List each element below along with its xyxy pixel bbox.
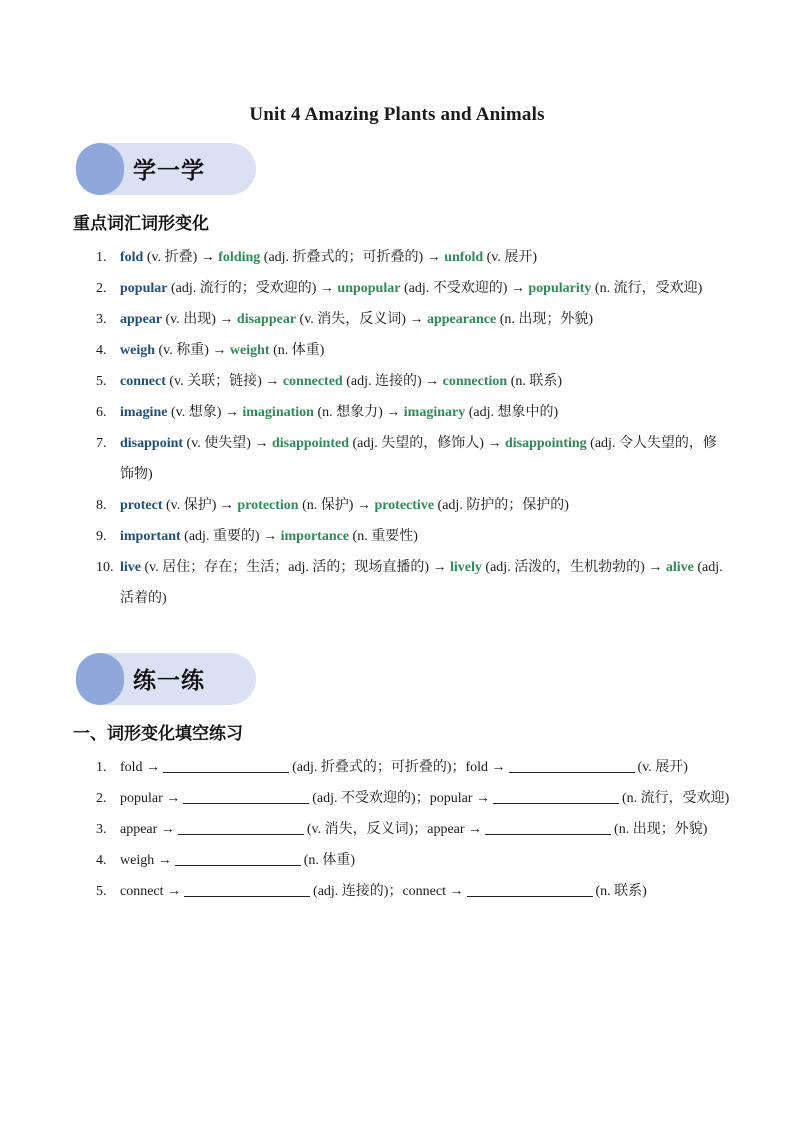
vocab-item <box>96 304 730 335</box>
item-text: (adj. 活着的) <box>120 560 723 606</box>
item-text: (n. 出现；外貌) <box>614 822 708 837</box>
item-number: 7. <box>96 436 107 451</box>
answer-blank[interactable] <box>178 820 304 835</box>
item-text: (n. 体重) <box>303 853 356 868</box>
derived-word: disappointing <box>504 436 587 451</box>
item-text: (n. 流行，受欢迎) <box>591 281 703 296</box>
item-text: (adj. 连接的) → <box>342 374 443 389</box>
item-text: (adj. 想象中的) <box>465 405 559 420</box>
exercise-item <box>96 752 730 783</box>
item-text: popular → <box>120 791 181 806</box>
item-text: (v. 关联；链接) → <box>165 374 283 389</box>
exercise-item <box>96 876 730 907</box>
page-title: Unit 4 Amazing Plants and Animals <box>249 104 545 125</box>
item-text: (n. 联系) <box>595 884 647 899</box>
derived-word: weight <box>229 343 270 358</box>
badge-circle-icon <box>76 143 124 195</box>
answer-blank[interactable] <box>183 789 309 804</box>
answer-blank[interactable] <box>509 758 635 773</box>
item-text: (v. 想象) → <box>167 405 243 420</box>
base-word: live <box>120 560 141 575</box>
item-number: 5. <box>96 884 107 899</box>
exercise-list <box>96 752 730 907</box>
answer-blank[interactable] <box>175 851 301 866</box>
item-text: (v. 居住；存在；生活；adj. 活的；现场直播的) → <box>141 560 451 575</box>
item-text: (v. 展开) <box>483 250 538 265</box>
item-number: 4. <box>96 343 107 358</box>
item-text: fold → <box>120 760 161 775</box>
item-text: (adj. 失望的，修饰人) → <box>349 436 505 451</box>
item-text: (v. 出现) → <box>162 312 237 327</box>
section-badge-learn <box>76 143 256 195</box>
badge-circle-icon <box>76 653 124 705</box>
derived-word: unfold <box>444 250 484 265</box>
vocab-item <box>96 242 730 273</box>
derived-word: imagination <box>242 405 314 420</box>
derived-word: disappear <box>236 312 297 327</box>
derived-word: folding <box>218 250 261 265</box>
item-text: connect → <box>120 884 182 899</box>
item-text: (v. 折叠) → <box>143 250 219 265</box>
item-text: (v. 保护) → <box>162 498 238 513</box>
item-text: (v. 消失，反义词) → <box>296 312 427 327</box>
item-text: weigh → <box>120 853 172 868</box>
item-text: (n. 体重) <box>269 343 325 358</box>
derived-word: protective <box>374 498 435 513</box>
derived-word: appearance <box>426 312 497 327</box>
item-text: (adj. 令人失望的，修饰物) <box>120 436 717 482</box>
derived-word: connected <box>282 374 343 389</box>
derived-word: lively <box>450 560 482 575</box>
answer-blank[interactable] <box>184 882 310 897</box>
base-word: imagine <box>120 405 168 420</box>
answer-blank[interactable] <box>467 882 593 897</box>
base-word: weigh <box>120 343 155 358</box>
base-word: disappoint <box>120 436 184 451</box>
item-text: (n. 流行，受欢迎) <box>621 791 730 806</box>
item-text: (n. 联系) <box>507 374 563 389</box>
section-badge-label: 学一学 <box>133 158 205 184</box>
base-word: connect <box>120 374 166 389</box>
exercise-item <box>96 814 730 845</box>
vocab-item <box>96 397 730 428</box>
item-number: 2. <box>96 281 107 296</box>
item-number: 3. <box>96 312 107 327</box>
item-text: appear → <box>120 822 175 837</box>
section-badge-label: 练一练 <box>133 668 205 694</box>
item-number: 8. <box>96 498 107 513</box>
item-text: (n. 保护) → <box>298 498 375 513</box>
base-word: important <box>120 529 181 544</box>
section-badge-practice <box>76 653 256 705</box>
base-word: fold <box>120 250 144 265</box>
item-number: 6. <box>96 405 107 420</box>
item-number: 5. <box>96 374 107 389</box>
derived-word: alive <box>665 560 694 575</box>
item-number: 2. <box>96 791 107 806</box>
item-number: 1. <box>96 760 107 775</box>
derived-word: importance <box>280 529 350 544</box>
base-word: popular <box>120 281 168 296</box>
item-text: (v. 使失望) → <box>183 436 272 451</box>
answer-blank[interactable] <box>163 758 289 773</box>
vocab-list <box>96 242 730 614</box>
item-text: (adj. 防护的；保护的) <box>434 498 569 513</box>
item-text: (adj. 不受欢迎的) → <box>400 281 529 296</box>
item-text: (v. 称重) → <box>155 343 230 358</box>
item-text: (n. 重要性) <box>349 529 418 544</box>
vocab-item <box>96 335 730 366</box>
item-text: (adj. 折叠式的；可折叠的)；fold → <box>292 760 506 775</box>
vocab-item <box>96 552 730 614</box>
vocab-heading: 重点词汇词形变化 <box>73 214 209 234</box>
vocab-item <box>96 521 730 552</box>
item-text: (adj. 折叠式的；可折叠的) → <box>260 250 445 265</box>
item-text: (v. 展开) <box>637 760 688 775</box>
item-number: 4. <box>96 853 107 868</box>
item-text: (n. 出现；外貌) <box>496 312 594 327</box>
item-number: 9. <box>96 529 107 544</box>
item-number: 10. <box>96 560 114 575</box>
exercise-item <box>96 783 730 814</box>
derived-word: protection <box>237 498 299 513</box>
item-text: (n. 想象力) → <box>313 405 404 420</box>
exercise-heading: 一、词形变化填空练习 <box>73 724 243 744</box>
item-text: (adj. 流行的；受欢迎的) → <box>167 281 338 296</box>
derived-word: connection <box>442 374 508 389</box>
item-text: (adj. 重要的) → <box>180 529 281 544</box>
item-number: 3. <box>96 822 107 837</box>
derived-word: popularity <box>528 281 592 296</box>
base-word: appear <box>120 312 162 327</box>
item-text: (v. 消失，反义词)；appear → <box>306 822 483 837</box>
vocab-item <box>96 428 730 490</box>
item-text: (adj. 活泼的，生机勃勃的) → <box>481 560 666 575</box>
vocab-item <box>96 273 730 304</box>
vocab-item <box>96 490 730 521</box>
derived-word: disappointed <box>271 436 350 451</box>
vocab-item <box>96 366 730 397</box>
item-text: (adj. 连接的)；connect → <box>313 884 464 899</box>
item-number: 1. <box>96 250 107 265</box>
item-text: (adj. 不受欢迎的)；popular → <box>312 791 490 806</box>
base-word: protect <box>120 498 163 513</box>
derived-word: unpopular <box>337 281 401 296</box>
answer-blank[interactable] <box>493 789 619 804</box>
exercise-item <box>96 845 730 876</box>
derived-word: imaginary <box>403 405 466 420</box>
answer-blank[interactable] <box>485 820 611 835</box>
